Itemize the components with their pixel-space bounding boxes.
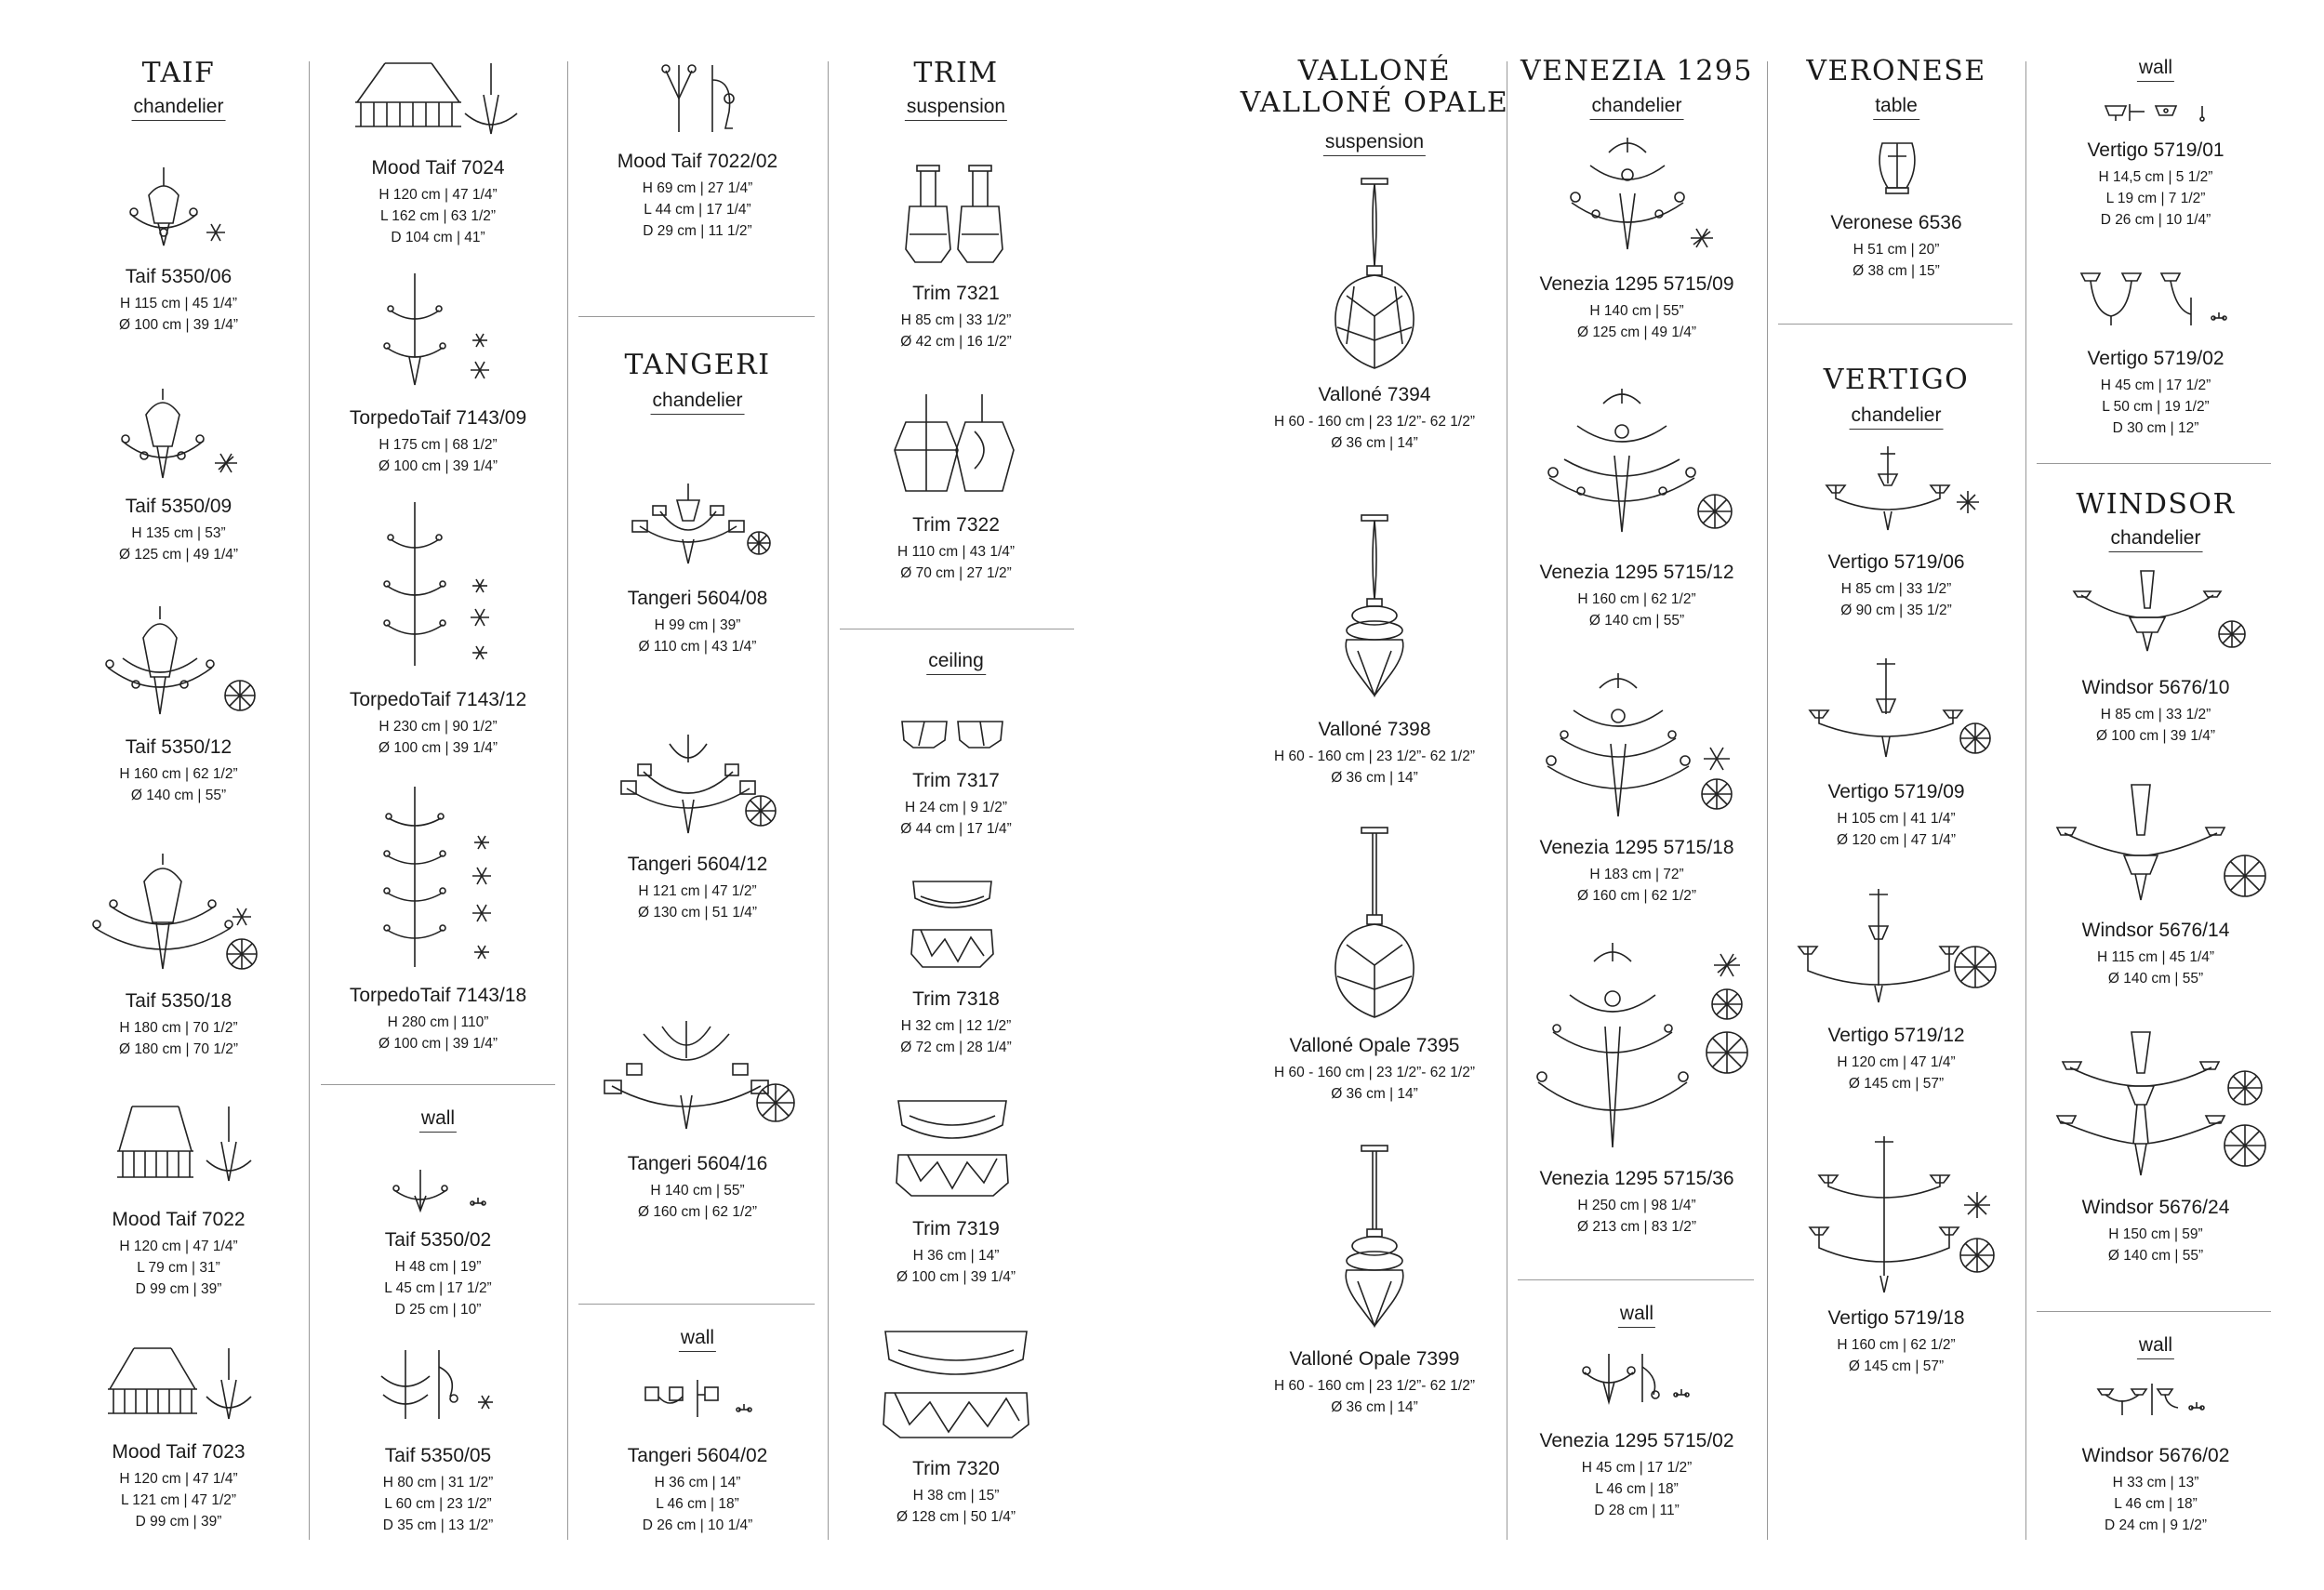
product-dimension: Ø 213 cm | 83 1/2” [1576,1219,1697,1235]
product-dimension: H 85 cm | 33 1/2” [1840,581,1952,597]
product-dimension: H 160 cm | 62 1/2” [1837,1337,1956,1353]
product-dimension: Ø 125 cm | 49 1/4” [1576,325,1697,340]
product-dimension: Ø 130 cm | 51 1/4” [637,905,758,921]
product-name: Trim 7320 [912,1458,1000,1479]
product-dimension: H 120 cm | 47 1/4” [378,187,498,203]
wall-subtitle: wall [419,1106,457,1133]
product-mood-taif-7023 [112,1439,245,1532]
product-name: Venezia 1295 5715/36 [1539,1168,1734,1189]
product-name: Valloné Opale 7395 [1289,1035,1460,1056]
windsor-5676-14-icon [2057,785,2266,906]
section-separator [321,1084,555,1085]
product-dimension: L 79 cm | 31” [137,1260,220,1276]
vertigo-5719-09-icon [1808,658,1994,761]
product-dimension: L 46 cm | 18” [656,1496,739,1512]
product-dimension: H 60 - 160 cm | 23 1/2”- 62 1/2” [1274,1378,1475,1394]
product-name: Venezia 1295 5715/09 [1539,273,1734,295]
section-separator [1778,324,2012,325]
product-dimension: H 85 cm | 33 1/2” [2100,707,2211,722]
product-vallone-opale-7399 [1274,1346,1475,1418]
product-name: Venezia 1295 5715/18 [1539,837,1734,858]
product-name: Taif 5350/09 [125,496,232,517]
product-torpedo-taif-7143-18 [350,983,526,1054]
product-dimension: D 104 cm | 41” [391,230,485,245]
product-dimension: Ø 100 cm | 39 1/4” [118,317,239,333]
product-dimension: L 46 cm | 18” [2114,1496,2198,1512]
product-name: Trim 7321 [912,283,1000,304]
product-mood-taif-7022 [112,1207,245,1300]
tangeri-5604-16-icon [604,1021,795,1133]
product-dimension: H 60 - 160 cm | 23 1/2”- 62 1/2” [1274,1065,1475,1080]
product-dimension: L 44 cm | 17 1/4” [644,202,751,218]
product-dimension: H 180 cm | 70 1/2” [119,1020,238,1036]
product-torpedo-taif-7143-12 [350,687,526,759]
product-trim-7321 [900,281,1011,352]
product-dimension: H 115 cm | 45 1/4” [119,296,238,311]
product-taif-5350-05 [383,1443,494,1536]
product-dimension: Ø 180 cm | 70 1/2” [118,1041,239,1057]
product-dimension: Ø 36 cm | 14” [1331,1399,1418,1415]
product-dimension: Ø 160 cm | 62 1/2” [637,1204,758,1220]
product-dimension: Ø 100 cm | 39 1/4” [896,1269,1016,1285]
product-name: Vertigo 5719/09 [1827,781,1965,802]
vertigo-5719-06-icon [1823,446,1985,536]
product-dimension: H 250 cm | 98 1/4” [1577,1198,1696,1213]
product-dimension: Ø 140 cm | 55” [2107,1248,2204,1264]
product-name: Valloné Opale 7399 [1289,1348,1460,1370]
vallone-7394-icon [1326,177,1423,372]
product-name: Tangeri 5604/08 [627,588,768,609]
torpedo-taif-7143-18-icon [381,787,502,969]
product-dimension: Ø 100 cm | 39 1/4” [2095,728,2216,744]
section-separator [2037,463,2271,464]
trim-7321-icon [904,164,1012,266]
column-divider [309,61,310,1540]
windsor-5676-24-icon [2057,1032,2266,1181]
product-name: Vertigo 5719/01 [2087,139,2224,161]
vallone-7398-icon [1330,513,1419,699]
product-torpedo-taif-7143-09 [350,405,526,477]
column-divider [1767,61,1768,1540]
product-mood-taif-7022-02 [618,149,777,242]
vallone-opale-7399-icon [1330,1144,1419,1330]
product-vertigo-5719-18 [1827,1305,1964,1377]
product-name: Trim 7322 [912,514,1000,536]
venezia-5715-12-icon [1544,389,1734,537]
product-dimension: H 121 cm | 47 1/2” [638,883,757,899]
tangeri-5604-08-icon [632,484,772,567]
product-name: Windsor 5676/14 [2081,920,2230,941]
taif-chandelier-9-icon [116,389,246,482]
vallone-opale-7395-icon [1326,826,1423,1021]
product-windsor-5676-24 [2082,1195,2230,1266]
mood-taif-7023-icon [106,1346,255,1423]
wall-subtitle: wall [679,1326,716,1352]
product-dimension: Ø 160 cm | 62 1/2” [1576,888,1697,904]
product-taif-5350-06 [119,264,238,336]
wall-subtitle: wall [1618,1302,1655,1328]
section-separator [578,316,815,317]
product-trim-7318 [900,987,1011,1058]
taif-5350-05-wall-icon [378,1348,503,1423]
product-dimension: Ø 125 cm | 49 1/4” [118,547,239,563]
product-name: Taif 5350/05 [384,1445,492,1466]
product-dimension: H 175 cm | 68 1/2” [378,437,498,453]
product-mood-taif-7024 [371,155,504,248]
section-title-taif: TAIF [141,57,216,89]
torpedo-taif-7143-09-icon [381,273,502,390]
taif-chandelier-6-icon [121,167,232,251]
vertigo-5719-18-icon [1810,1136,1996,1294]
column-divider [828,61,829,1540]
product-windsor-5676-14 [2082,918,2230,989]
product-dimension: Ø 100 cm | 39 1/4” [378,458,498,474]
product-dimension: H 33 cm | 13” [2112,1475,2199,1491]
product-name: Trim 7318 [912,988,1000,1010]
product-dimension: Ø 140 cm | 55” [1588,613,1685,629]
product-dimension: D 26 cm | 10 1/4” [642,1517,753,1533]
product-venezia-5715-18 [1539,835,1733,907]
trim-7322-icon [891,394,1026,497]
product-dimension: H 105 cm | 41 1/4” [1837,811,1956,827]
product-name: Tangeri 5604/16 [627,1153,768,1174]
product-dimension: L 45 cm | 17 1/2” [384,1280,492,1296]
product-veronese-6536 [1830,210,1961,282]
section-subtitle: chandelier [1590,94,1684,120]
product-dimension: D 29 cm | 11 1/2” [643,223,752,239]
product-dimension: Ø 145 cm | 57” [1848,1358,1945,1374]
product-dimension: Ø 140 cm | 55” [2107,971,2204,987]
product-dimension: H 280 cm | 110” [387,1014,489,1030]
product-dimension: Ø 100 cm | 39 1/4” [378,740,498,756]
product-dimension: H 36 cm | 14” [912,1248,1000,1264]
product-taif-5350-18 [119,988,238,1060]
product-taif-5350-02 [384,1227,491,1320]
product-dimension: Ø 100 cm | 39 1/4” [378,1036,498,1052]
product-name: Mood Taif 7022 [112,1209,246,1230]
product-dimension: Ø 44 cm | 17 1/4” [900,821,1012,837]
section-title-tangeri: TANGERI [624,349,771,381]
product-name: Windsor 5676/02 [2081,1445,2230,1466]
product-dimension: H 60 - 160 cm | 23 1/2”- 62 1/2” [1274,749,1475,764]
product-name: Mood Taif 7023 [112,1441,246,1463]
product-dimension: L 19 cm | 7 1/2” [2105,191,2206,206]
product-dimension: H 60 - 160 cm | 23 1/2”- 62 1/2” [1274,414,1475,430]
product-name: Veronese 6536 [1830,212,1962,233]
section-title-venezia: VENEZIA 1295 [1521,55,1753,87]
vertigo-5719-01-wall-icon [2102,102,2213,125]
product-dimension: Ø 110 cm | 43 1/4” [638,639,757,655]
product-name: Tangeri 5604/02 [627,1445,768,1466]
section-subtitle: ceiling [926,649,986,675]
tangeri-5604-12-icon [621,735,779,837]
product-name: Venezia 1295 5715/02 [1539,1430,1734,1451]
section-subtitle: suspension [905,95,1007,121]
product-vertigo-5719-09 [1827,779,1964,851]
product-dimension: H 120 cm | 47 1/4” [119,1239,238,1254]
product-dimension: H 51 cm | 20” [1853,242,1940,258]
product-tangeri-5604-12 [628,852,768,923]
windsor-5676-10-icon [2072,571,2249,655]
product-dimension: H 120 cm | 47 1/4” [1837,1054,1956,1070]
product-trim-7319 [896,1216,1016,1288]
windsor-5676-02-wall-icon [2096,1382,2208,1421]
product-dimension: H 140 cm | 55” [1589,303,1684,319]
venezia-5715-18-icon [1544,673,1734,822]
product-vertigo-5719-02 [2087,346,2224,439]
mood-taif-7022-02-wall-icon [658,61,751,138]
product-name: Valloné 7394 [1318,384,1431,405]
section-subtitle: chandelier [2109,526,2203,552]
section-separator [578,1304,815,1305]
tangeri-5604-02-wall-icon [645,1376,757,1423]
product-dimension: H 99 cm | 39” [654,617,741,633]
product-vertigo-5719-01 [2087,138,2224,231]
section-separator [2037,1311,2271,1312]
product-dimension: H 115 cm | 45 1/4” [2096,949,2215,965]
product-dimension: L 121 cm | 47 1/2” [120,1492,237,1508]
product-dimension: H 140 cm | 55” [650,1183,745,1199]
product-dimension: H 45 cm | 17 1/2” [2100,378,2211,393]
product-dimension: H 36 cm | 14” [654,1475,741,1491]
product-dimension: H 150 cm | 59” [2108,1226,2203,1242]
product-tangeri-5604-08 [628,586,768,657]
product-dimension: H 45 cm | 17 1/2” [1581,1460,1693,1476]
venezia-5715-36-icon [1536,943,1750,1151]
trim-7318-icon [911,878,1001,971]
product-venezia-5715-12 [1539,560,1733,631]
product-tangeri-5604-02 [628,1443,768,1536]
product-dimension: H 48 cm | 19” [394,1259,482,1275]
section-subtitle: table [1873,94,1919,120]
product-dimension: Ø 128 cm | 50 1/4” [896,1509,1016,1525]
product-dimension: H 183 cm | 72” [1589,867,1684,882]
product-dimension: H 160 cm | 62 1/2” [1577,591,1696,607]
product-name: Windsor 5676/24 [2081,1197,2230,1218]
section-title-vertigo: VERTIGO [1823,364,1970,396]
product-name: Trim 7317 [912,770,1000,791]
product-name: Trim 7319 [912,1218,1000,1239]
veronese-6536-icon [1869,139,1925,197]
product-name: TorpedoTaif 7143/18 [349,985,527,1006]
product-name: Venezia 1295 5715/12 [1539,562,1734,583]
product-dimension: H 14,5 cm | 5 1/2” [2098,169,2213,185]
product-name: TorpedoTaif 7143/09 [349,407,527,429]
product-tangeri-5604-16 [628,1151,768,1223]
product-dimension: H 32 cm | 12 1/2” [900,1018,1012,1034]
product-name: Taif 5350/12 [125,736,232,758]
product-dimension: Ø 72 cm | 28 1/4” [900,1040,1012,1055]
product-dimension: Ø 38 cm | 15” [1853,263,1940,279]
trim-7320-icon [883,1328,1032,1441]
product-dimension: Ø 70 cm | 27 1/2” [900,565,1012,581]
product-dimension: D 25 cm | 10” [394,1302,482,1318]
product-dimension: D 35 cm | 13 1/2” [382,1517,494,1533]
product-name: Windsor 5676/10 [2081,677,2230,698]
product-dimension: D 28 cm | 11” [1594,1503,1680,1518]
product-name: Taif 5350/18 [125,990,232,1012]
product-dimension: H 24 cm | 9 1/2” [905,800,1007,815]
product-name: Valloné 7398 [1318,719,1431,740]
product-dimension: H 230 cm | 90 1/2” [378,719,498,735]
product-trim-7317 [900,768,1011,840]
product-name: Vertigo 5719/06 [1827,551,1965,573]
section-title-trim: TRIM [913,57,999,89]
section-subtitle: chandelier [132,95,226,121]
venezia-5715-09-icon [1562,138,1720,255]
mood-taif-7022-icon [113,1105,248,1188]
product-dimension: H 80 cm | 31 1/2” [382,1475,494,1491]
product-vallone-opale-7395 [1274,1033,1475,1105]
column-divider [567,61,568,1540]
product-dimension: Ø 36 cm | 14” [1331,435,1418,451]
product-name: Mood Taif 7022/02 [617,151,778,172]
section-subtitle: chandelier [1850,404,1944,430]
wall-subtitle: wall [2137,1333,2174,1359]
product-vallone-7394 [1274,382,1475,454]
mood-taif-7024-icon [353,61,530,136]
product-dimension: H 120 cm | 47 1/4” [119,1471,238,1487]
product-dimension: D 30 cm | 12” [2112,420,2199,436]
product-name: Vertigo 5719/02 [2087,348,2224,369]
product-dimension: D 99 cm | 39” [135,1514,222,1530]
product-dimension: H 160 cm | 62 1/2” [119,766,238,782]
product-dimension: Ø 120 cm | 47 1/4” [1836,832,1957,848]
product-dimension: Ø 145 cm | 57” [1848,1076,1945,1092]
product-name: Vertigo 5719/18 [1827,1307,1965,1329]
product-venezia-5715-36 [1539,1166,1733,1238]
product-dimension: H 110 cm | 43 1/4” [896,544,1016,560]
product-dimension: L 60 cm | 23 1/2” [384,1496,492,1512]
section-title-vallone-opale: VALLONÉ OPALE [1240,86,1509,119]
product-venezia-5715-09 [1539,272,1733,343]
section-title-windsor: WINDSOR [2076,488,2236,521]
product-vallone-7398 [1274,717,1475,788]
trim-7317-icon [900,718,1012,755]
taif-chandelier-12-icon [104,606,262,718]
product-trim-7320 [896,1456,1016,1528]
product-dimension: H 85 cm | 33 1/2” [900,312,1012,328]
product-taif-5350-12 [119,735,237,806]
product-dimension: D 99 cm | 39” [135,1281,222,1297]
column-divider [2025,61,2026,1540]
product-name: Taif 5350/06 [125,266,232,287]
product-trim-7322 [897,512,1015,584]
product-dimension: Ø 42 cm | 16 1/2” [900,334,1012,350]
product-dimension: D 26 cm | 10 1/4” [2100,212,2211,228]
product-vertigo-5719-12 [1827,1023,1964,1094]
product-dimension: H 38 cm | 15” [912,1488,1000,1504]
product-name: Tangeri 5604/12 [627,854,768,875]
section-title-veronese: VERONESE [1806,55,1986,87]
section-separator [1518,1279,1754,1280]
product-venezia-5715-02 [1539,1428,1733,1521]
vertigo-5719-02-wall-icon [2079,270,2238,329]
product-name: Taif 5350/02 [384,1229,492,1251]
product-taif-5350-09 [119,494,238,565]
product-windsor-5676-10 [2082,675,2230,747]
trim-7319-icon [896,1097,1014,1199]
product-vertigo-5719-06 [1827,550,1964,621]
section-title-vallone: VALLONÉ [1297,55,1452,87]
product-dimension: Ø 140 cm | 55” [130,788,227,803]
product-dimension: H 69 cm | 27 1/4” [642,180,753,196]
venezia-5715-02-wall-icon [1581,1350,1693,1408]
product-windsor-5676-02 [2082,1443,2230,1536]
vertigo-5719-12-icon [1797,889,1997,1004]
product-dimension: D 24 cm | 9 1/2” [2105,1517,2207,1533]
product-dimension: L 50 cm | 19 1/2” [2102,399,2210,415]
product-name: TorpedoTaif 7143/12 [349,689,527,710]
product-dimension: Ø 36 cm | 14” [1331,1086,1418,1102]
taif-chandelier-18-icon [93,854,270,974]
product-name: Vertigo 5719/12 [1827,1025,1965,1046]
product-name: Mood Taif 7024 [371,157,505,179]
product-dimension: L 162 cm | 63 1/2” [379,208,497,224]
torpedo-taif-7143-12-icon [381,502,502,669]
section-subtitle: suspension [1323,130,1426,156]
taif-5350-02-wall-icon [389,1168,491,1214]
section-subtitle: chandelier [651,389,745,415]
product-dimension: H 135 cm | 53” [131,525,226,541]
product-dimension: L 46 cm | 18” [1595,1481,1679,1497]
product-dimension: Ø 90 cm | 35 1/2” [1840,603,1952,618]
wall-subtitle: wall [2137,56,2174,82]
product-dimension: Ø 36 cm | 14” [1331,770,1418,786]
